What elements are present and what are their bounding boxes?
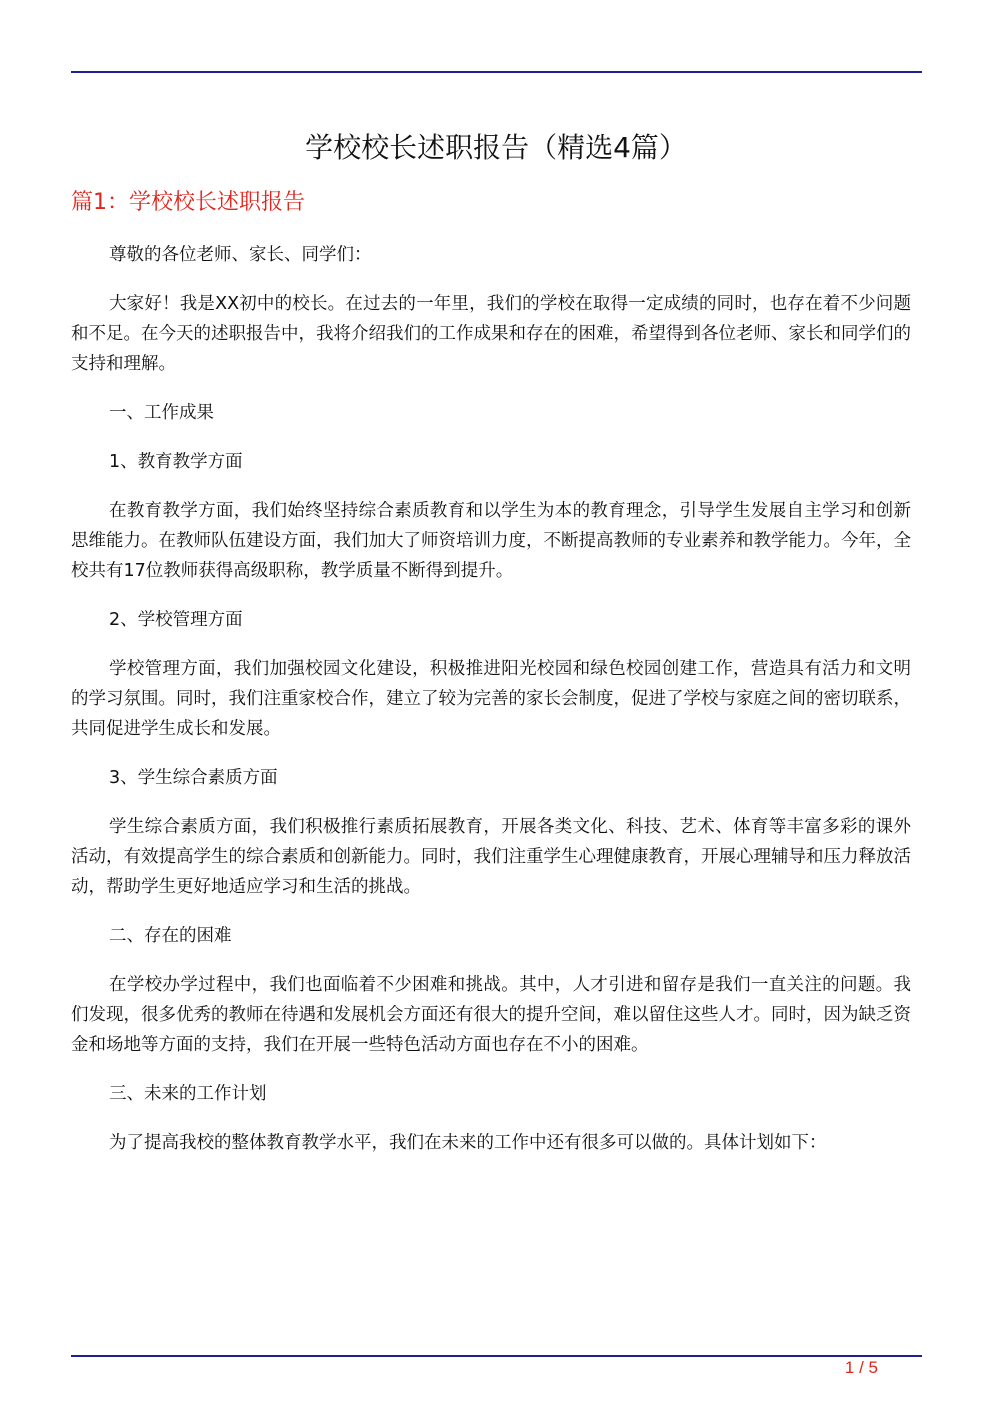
future-plan-paragraph: 为了提高我校的整体教育教学水平，我们在未来的工作中还有很多可以做的。具体计划如下： (109, 1133, 827, 1153)
footer-rule (71, 1355, 922, 1357)
subheading-teaching: 1、教育教学方面 (109, 452, 243, 472)
salutation-paragraph: 尊敬的各位老师、家长、同学们： (109, 245, 372, 265)
subheading-student-quality: 3、学生综合素质方面 (109, 768, 278, 788)
subheading-management: 2、学校管理方面 (109, 610, 243, 630)
management-paragraph: 学校管理方面，我们加强校园文化建设，积极推进阳光校园和绿色校园创建工作，营造具有活力和文明的学习氛围。同时，我们注重家校合作，建立了较为完善的家长会制度，促进了学校与家庭之间的密切联系，共同促进学生成长和发展。 (71, 659, 911, 739)
document-title: 学校校长述职报告（精选4篇） (305, 131, 687, 164)
document-body (71, 240, 911, 1177)
teaching-paragraph: 在教育教学方面，我们始终坚持综合素质教育和以学生为本的教育理念，引导学生发展自主学习和创新思维能力。在教师队伍建设方面，我们加大了师资培训力度，不断提高教师的专业素养和教学能力。今年，全校共有17位教师获得高级职称，教学质量不断得到提升。 (71, 501, 911, 581)
page-number: 1 / 5 (844, 1358, 878, 1377)
subheading-difficulties: 二、存在的困难 (109, 926, 232, 946)
header-rule (71, 71, 922, 73)
student-quality-paragraph: 学生综合素质方面，我们积极推行素质拓展教育，开展各类文化、科技、艺术、体育等丰富多彩的课外活动，有效提高学生的综合素质和创新能力。同时，我们注重学生心理健康教育，开展心理辅导和压力释放活动，帮助学生更好地适应学习和生活的挑战。 (71, 817, 911, 897)
difficulties-paragraph: 在学校办学过程中，我们也面临着不少困难和挑战。其中，人才引进和留存是我们一直关注的问题。我们发现，很多优秀的教师在待遇和发展机会方面还有很大的提升空间，难以留住这些人才。同时，因为缺乏资金和场地等方面的支持，我们在开展一些特色活动方面也存在不小的困难。 (71, 975, 911, 1055)
section-heading: 篇1：学校校长述职报告 (71, 190, 305, 215)
intro-paragraph: 大家好！我是XX初中的校长。在过去的一年里，我们的学校在取得一定成绩的同时，也存在着不少问题和不足。在今天的述职报告中，我将介绍我们的工作成果和存在的困难，希望得到各位老师、家长和同学们的支持和理解。 (71, 294, 911, 374)
subheading-future-plan: 三、未来的工作计划 (109, 1084, 267, 1104)
subheading-work-results: 一、工作成果 (109, 403, 214, 423)
